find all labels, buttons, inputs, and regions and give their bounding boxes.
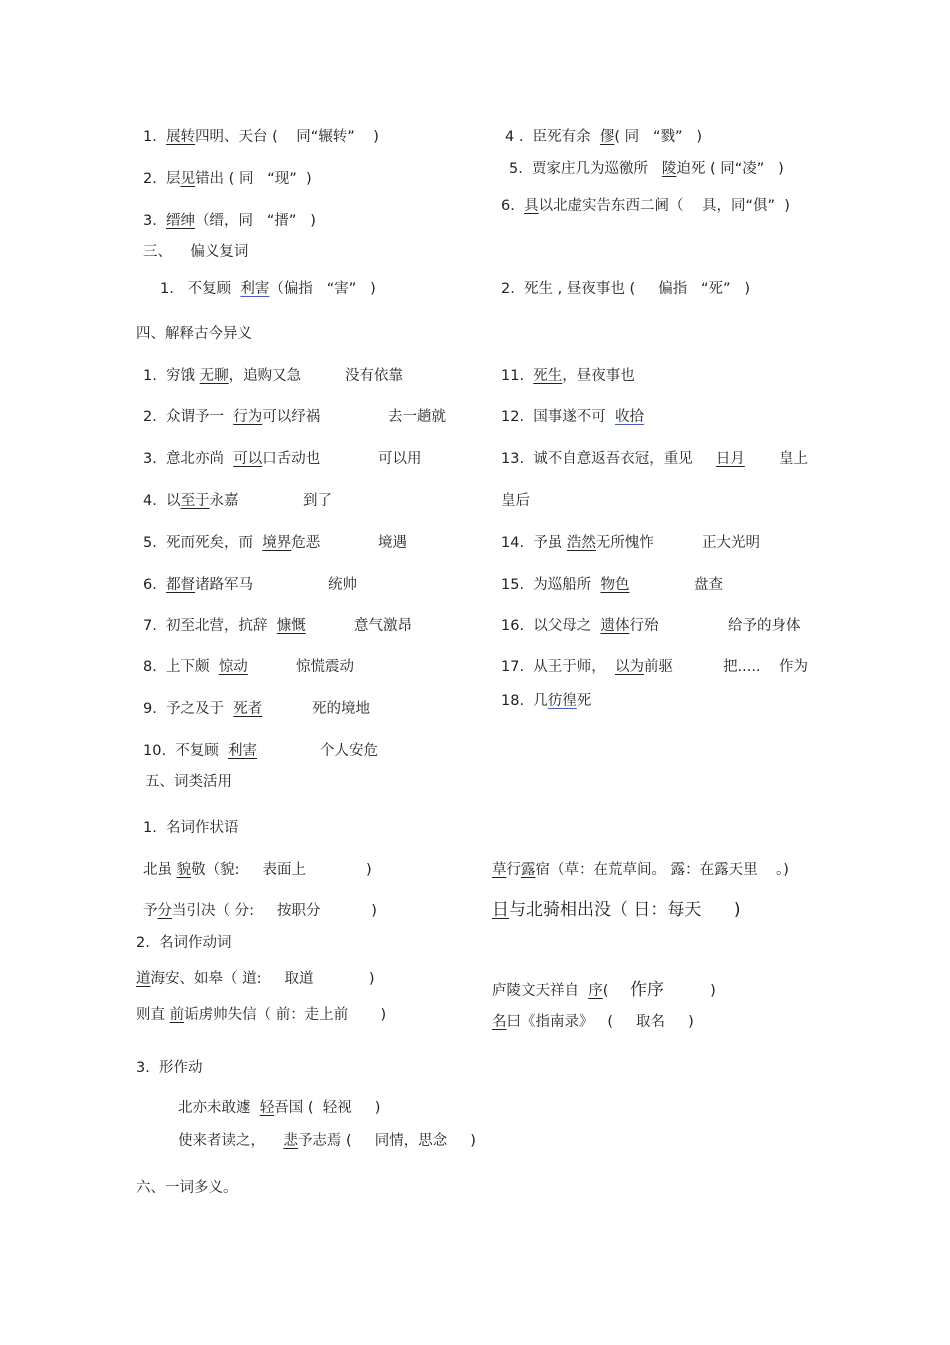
text: 12. 国事遂不可 xyxy=(501,409,615,425)
underlined-term: 死者 xyxy=(233,701,263,717)
text: 6. xyxy=(143,577,167,593)
text: 5. 死而死矣，而 xyxy=(143,535,263,551)
underlined-term: 陵 xyxy=(661,161,677,177)
s4-item xyxy=(501,616,659,636)
text: 予志焉 ( 同情，思念 ) xyxy=(297,1133,476,1149)
text: 予 xyxy=(143,903,158,919)
s4-item xyxy=(143,449,320,469)
s4-item xyxy=(143,741,257,761)
answer-text: 意气激昂 xyxy=(354,618,412,634)
text: ) xyxy=(664,983,716,999)
answer-text: 正大光明 xyxy=(702,535,760,551)
text: 作序 xyxy=(608,980,665,1000)
underlined-term: 至于 xyxy=(180,493,210,509)
text: 口舌动也 xyxy=(262,451,321,467)
answer-text: 没有依靠 xyxy=(345,368,403,384)
text: 2. 层 xyxy=(143,171,181,187)
underlined-term: 浩然 xyxy=(566,535,596,551)
text: 3. xyxy=(143,213,167,229)
s5-b2 xyxy=(492,900,740,920)
text: 则直 xyxy=(136,1007,170,1023)
answer-text: 给予的身体 xyxy=(728,618,801,634)
text: 北虽 xyxy=(143,862,177,878)
underlined-term: 具 xyxy=(524,198,539,214)
answer-text: 盘查 xyxy=(694,577,723,593)
s5-c2 xyxy=(136,1005,386,1025)
s4-item xyxy=(143,575,253,595)
text: 9. 予之及于 xyxy=(143,701,234,717)
text: 4. 以 xyxy=(143,493,181,509)
section-6-title: 六、一词多义。 xyxy=(136,1180,238,1196)
s5-a1 xyxy=(143,860,372,880)
text: 错出 ( 同 “现” ) xyxy=(195,171,312,187)
text: ( xyxy=(602,983,609,999)
text: 四明、天台 ( 同“辗转” ) xyxy=(195,129,379,145)
s4-item xyxy=(501,449,745,469)
text: 6. xyxy=(501,198,525,214)
text: 5. 贾家庄几为巡徼所 xyxy=(509,161,662,177)
text: 以北虚实告东西二阃（ 具，同“俱” ) xyxy=(538,198,790,214)
s4-item xyxy=(143,616,306,636)
text: 吾国 ( 轻视 ) xyxy=(274,1100,381,1116)
section-4-title: 四、解释古今异义 xyxy=(136,326,252,342)
s5-b1 xyxy=(492,860,789,880)
underlined-term: 惊动 xyxy=(218,659,248,675)
text: 17. 从王于师， xyxy=(501,659,615,675)
text: 敬（貌: 表面上 ) xyxy=(191,862,372,878)
text: 永嘉 xyxy=(209,493,239,509)
s3-item-1 xyxy=(160,279,376,299)
s4-item xyxy=(143,491,239,511)
text: 诸路军马 xyxy=(195,577,254,593)
underlined-term: 名 xyxy=(492,1014,507,1030)
s4-item xyxy=(501,366,635,386)
underlined-term: 展转 xyxy=(166,129,196,145)
underlined-term: 轻 xyxy=(259,1100,275,1116)
text: 死 xyxy=(576,693,592,709)
text: 3. 意北亦尚 xyxy=(143,451,234,467)
s4-item xyxy=(501,533,654,553)
s5-e1 xyxy=(178,1098,380,1118)
s4-item xyxy=(143,366,301,386)
text: ，追购又急 xyxy=(228,368,302,384)
underlined-term: 分 xyxy=(157,903,172,919)
answer-text: 去一趟就 xyxy=(388,409,446,425)
text: 7. 初至北营，抗辞 xyxy=(143,618,277,634)
s2-item-6 xyxy=(501,196,790,216)
s2-item-2 xyxy=(143,169,312,189)
s2-item-4 xyxy=(505,127,702,147)
text: 13. 诚不自意返吾衣冠，重见 xyxy=(501,451,716,467)
s5-d1 xyxy=(492,980,716,1001)
text: 16. 以父母之 xyxy=(501,618,601,634)
s2-item-3 xyxy=(143,211,316,231)
text: ( 同 “戮” ) xyxy=(614,129,702,145)
underlined-term: 物色 xyxy=(600,577,630,593)
text: 前驱 xyxy=(644,659,673,675)
underlined-term: 可以 xyxy=(233,451,263,467)
s5-c1 xyxy=(136,969,375,989)
underlined-term: 以为 xyxy=(615,659,644,675)
text: 1. 穷饿 xyxy=(143,368,200,384)
s5-subtitle-1: 1. 名词作状语 xyxy=(143,820,239,836)
s4-item xyxy=(143,533,320,553)
underlined-term: 草 xyxy=(492,862,507,878)
text: 18. 几 xyxy=(501,693,548,709)
underlined-term: 无聊 xyxy=(199,368,229,384)
s5-a2 xyxy=(143,901,377,921)
text: 4 . 臣死有余 xyxy=(505,129,600,145)
text: 1. xyxy=(143,129,167,145)
text: 8. 上下颇 xyxy=(143,659,219,675)
underlined-term: 序 xyxy=(588,983,603,999)
underlined-term: 彷徨 xyxy=(547,693,577,709)
answer-text: 统帅 xyxy=(328,577,357,593)
text: 1. 不复顾 xyxy=(160,281,241,297)
underlined-term: 道 xyxy=(136,971,151,987)
s4-item xyxy=(143,699,262,719)
answer-text: 个人安危 xyxy=(320,743,378,759)
text: 皇后 xyxy=(501,493,530,509)
underlined-term: 僇 xyxy=(599,129,615,145)
s4-item xyxy=(143,657,248,677)
answer-text: 皇上 xyxy=(779,451,808,467)
underlined-term: 收拾 xyxy=(615,409,644,425)
s2-item-5 xyxy=(509,159,784,179)
text: 无所愧怍 xyxy=(595,535,654,551)
s2-item-1 xyxy=(143,127,379,147)
s5-subtitle-2: 2. 名词作动词 xyxy=(136,935,232,951)
text: 海安、如皋（ 道: 取道 ) xyxy=(150,971,375,987)
underlined-term: 露 xyxy=(521,862,536,878)
underlined-term: 都督 xyxy=(166,577,196,593)
underlined-term: 悲 xyxy=(283,1133,298,1149)
text: ，昼夜事也 xyxy=(562,368,635,384)
text: 使来者读之， xyxy=(178,1133,284,1149)
text: 行殆 xyxy=(629,618,659,634)
underlined-term: 利害 xyxy=(240,281,270,297)
answer-text: 可以用 xyxy=(378,451,422,467)
text: 庐陵文天祥自 xyxy=(492,983,589,999)
text: 14. 予虽 xyxy=(501,535,567,551)
underlined-term: 前 xyxy=(169,1007,185,1023)
underlined-term: 见 xyxy=(180,171,196,187)
underlined-term: 慷慨 xyxy=(276,618,306,634)
underlined-term: 日 xyxy=(492,900,509,920)
underlined-term: 遗体 xyxy=(600,618,630,634)
underlined-term: 貌 xyxy=(176,862,192,878)
text: 与北骑相出没（ 日：每天 ) xyxy=(509,900,741,920)
s4-item xyxy=(501,407,644,427)
section-5-title: 五、词类活用 xyxy=(145,774,232,790)
s4-item xyxy=(143,407,320,427)
text: （缙，同 “搢” ) xyxy=(195,213,316,229)
s4-item xyxy=(501,691,591,711)
answer-text: 死的境地 xyxy=(312,701,370,717)
s5-e2 xyxy=(178,1131,476,1151)
underlined-term: 行为 xyxy=(233,409,263,425)
text: 11. xyxy=(501,368,534,384)
text: 曰《指南录》 ( 取名 ) xyxy=(506,1014,694,1030)
s4-item xyxy=(501,575,630,595)
text: 2. 众谓予一 xyxy=(143,409,234,425)
text: 北亦未敢遽 xyxy=(178,1100,260,1116)
section-3-title: 三、 偏义复词 xyxy=(143,244,249,260)
text: 行 xyxy=(506,862,521,878)
answer-text: 境遇 xyxy=(378,535,407,551)
s5-subtitle-3: 3. 形作动 xyxy=(136,1060,203,1076)
underlined-term: 境界 xyxy=(262,535,292,551)
underlined-term: 日月 xyxy=(715,451,745,467)
text: 当引决（ 分: 按职分 ) xyxy=(172,903,377,919)
text: 可以纾祸 xyxy=(262,409,321,425)
s4-item xyxy=(501,491,530,511)
text: 迫死 ( 同“凌” ) xyxy=(676,161,784,177)
answer-text: 惊慌震动 xyxy=(296,659,354,675)
text: （偏指 “害” ) xyxy=(269,281,376,297)
s4-item xyxy=(501,657,673,677)
text: 15. 为巡船所 xyxy=(501,577,601,593)
underlined-term: 利害 xyxy=(228,743,257,759)
text: 10. 不复顾 xyxy=(143,743,228,759)
underlined-term: 缙绅 xyxy=(166,213,196,229)
s5-d2 xyxy=(492,1012,694,1032)
text: 危恶 xyxy=(291,535,321,551)
text: 诟虏帅失信（ 前：走上前 ) xyxy=(184,1007,387,1023)
underlined-term: 死生 xyxy=(533,368,563,384)
answer-text: 把..... 作为 xyxy=(723,659,808,675)
text: 宿（草：在荒草间。 露：在露天里 。) xyxy=(535,862,789,878)
answer-text: 到了 xyxy=(303,493,332,509)
s3-item-2: 2. 死生 , 昼夜事也 ( 偏指 “死” ) xyxy=(501,281,751,297)
